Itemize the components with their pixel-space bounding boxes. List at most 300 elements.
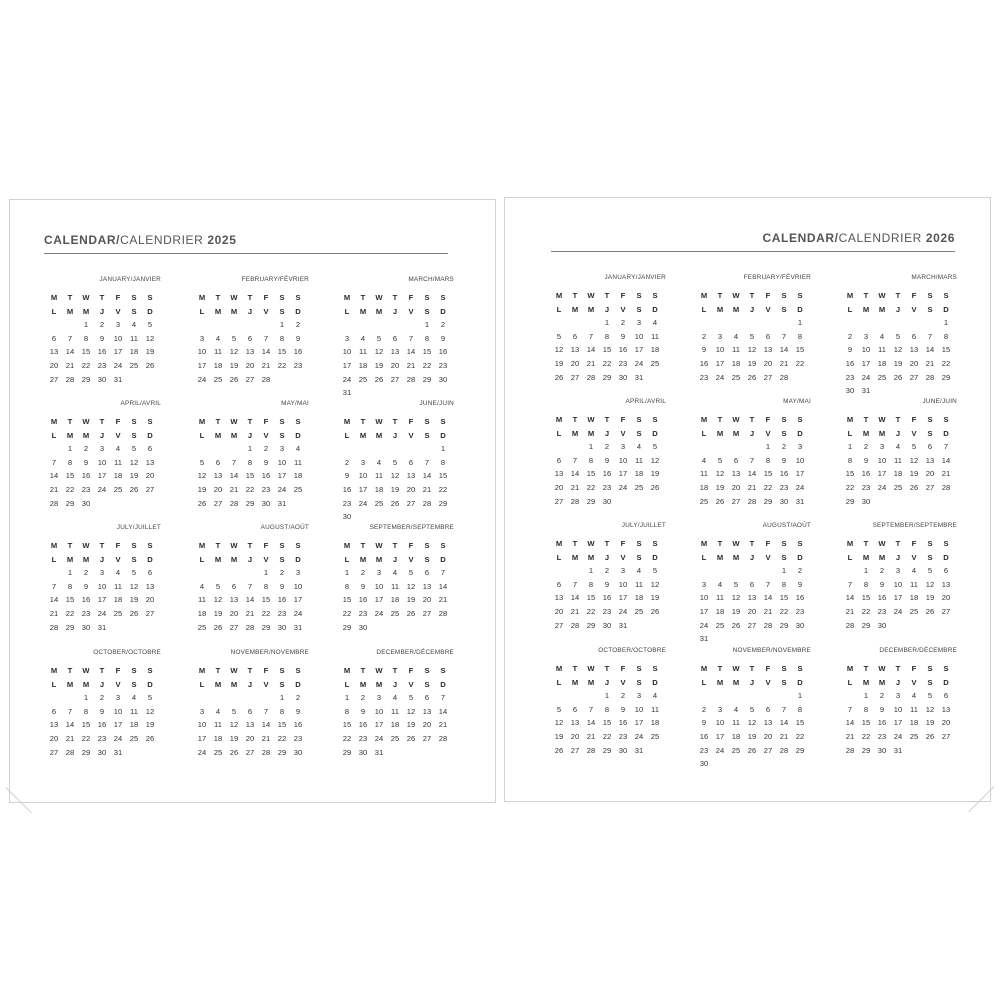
weekday-label-fr: D — [147, 554, 153, 564]
weekday-label-en: S — [147, 417, 153, 426]
day-cell: 26 — [406, 609, 416, 618]
day-cell: 3 — [344, 333, 350, 343]
weekday-label-fr: J — [895, 677, 901, 687]
day-cell: 9 — [295, 706, 301, 716]
day-cell: 10 — [374, 706, 384, 716]
weekday-label-en: S — [797, 415, 803, 424]
day-cell: 29 — [342, 747, 352, 757]
day-cell: 22 — [342, 734, 352, 743]
day-cell: 16 — [861, 469, 871, 479]
day-cell: 13 — [245, 720, 255, 730]
day-cell: 11 — [114, 581, 122, 591]
day-cell: 4 — [360, 333, 366, 343]
weekday-label-fr: L — [701, 552, 707, 562]
day-cell: 20 — [763, 359, 773, 368]
day-cell: 28 — [406, 374, 416, 384]
day-cell: 3 — [717, 331, 723, 341]
day-cell: 18 — [374, 485, 384, 494]
day-cell: 22 — [586, 607, 596, 616]
day-cell: 29 — [65, 498, 75, 508]
month-name: JANUARY/JANVIER — [99, 276, 161, 283]
day-cell: 8 — [83, 333, 89, 343]
day-cell: 1 — [863, 566, 869, 576]
weekday-label-en: S — [943, 291, 949, 300]
weekday-label-fr: D — [440, 679, 446, 689]
day-cell: 12 — [747, 718, 757, 728]
day-cell: 25 — [731, 745, 741, 755]
day-cell: 23 — [699, 745, 709, 755]
day-cell: 7 — [588, 704, 594, 714]
day-cell: 13 — [554, 469, 564, 479]
weekday-label-en: M — [50, 417, 58, 426]
weekday-label-en: W — [230, 293, 238, 302]
day-cell: 5 — [733, 579, 739, 589]
day-cell: 6 — [927, 442, 933, 452]
weekday-label-fr: V — [263, 306, 269, 316]
weekday-label-en: M — [700, 539, 708, 548]
weekday-label-en: T — [717, 539, 723, 548]
day-cell: 8 — [424, 333, 430, 343]
day-cell: 19 — [129, 595, 139, 605]
day-cell: 7 — [231, 457, 237, 467]
day-cell: 11 — [651, 331, 659, 341]
day-cell: 20 — [554, 483, 564, 492]
month-name: JANUARY/JANVIER — [604, 274, 666, 281]
day-cell: 21 — [779, 359, 789, 368]
day-cell: 20 — [941, 593, 951, 603]
day-cell: 13 — [422, 706, 432, 716]
day-cell: 17 — [877, 469, 887, 479]
day-cell: 28 — [49, 622, 59, 632]
day-cell: 18 — [650, 345, 660, 355]
day-cell: 24 — [113, 361, 123, 370]
weekday-label-en: T — [392, 541, 398, 550]
day-cell: 6 — [51, 333, 57, 343]
day-cell: 13 — [763, 345, 773, 355]
weekday-label-fr: M — [375, 554, 383, 564]
weekday-label-fr: S — [927, 428, 933, 438]
day-cell: 18 — [650, 718, 660, 728]
day-cell: 26 — [229, 374, 239, 384]
day-cell: 28 — [763, 620, 773, 630]
weekday-label-en: T — [863, 664, 869, 673]
day-cell: 14 — [586, 718, 596, 728]
weekday-label-fr: M — [571, 677, 579, 687]
day-cell: 1 — [604, 691, 610, 701]
day-cell: 20 — [422, 595, 432, 605]
day-cell: 26 — [650, 483, 660, 492]
day-cell: 1 — [588, 442, 594, 452]
day-cell: 9 — [360, 581, 366, 591]
weekday-label-fr: L — [199, 306, 205, 316]
weekday-label-fr: M — [359, 554, 367, 564]
day-cell: 27 — [941, 607, 951, 616]
weekday-label-fr: J — [99, 554, 105, 564]
day-cell: 3 — [879, 442, 885, 452]
day-cell: 19 — [213, 609, 223, 618]
day-cell: 28 — [747, 496, 757, 506]
day-cell: 3 — [895, 691, 901, 701]
day-cell: 17 — [634, 718, 644, 728]
day-cell: 24 — [795, 483, 805, 492]
day-cell: 5 — [652, 442, 658, 452]
day-cell: 15 — [861, 593, 871, 603]
day-cell: 8 — [943, 331, 949, 341]
day-cell: 11 — [878, 345, 886, 355]
day-cell: 17 — [893, 718, 903, 728]
day-cell: 14 — [570, 469, 580, 479]
day-cell: 14 — [845, 593, 855, 603]
weekday-label-fr: L — [199, 679, 205, 689]
weekday-label-fr: L — [556, 304, 562, 314]
day-cell: 14 — [261, 347, 271, 357]
weekday-label-fr: M — [230, 306, 238, 316]
weekday-label-fr: M — [878, 428, 886, 438]
day-cell: 28 — [845, 620, 855, 630]
day-cell: 5 — [376, 333, 382, 343]
day-cell: 3 — [895, 566, 901, 576]
day-cell: 17 — [795, 469, 805, 479]
day-cell: 6 — [556, 455, 562, 465]
weekday-label-fr: M — [359, 306, 367, 316]
day-cell: 13 — [941, 704, 951, 714]
weekday-label-fr: J — [895, 428, 901, 438]
day-cell: 18 — [390, 595, 400, 605]
day-cell: 9 — [83, 457, 89, 467]
day-cell: 3 — [376, 568, 382, 578]
day-cell: 14 — [245, 595, 255, 605]
weekday-label-en: S — [652, 664, 658, 673]
weekday-label-fr: M — [862, 677, 870, 687]
weekday-label-en: M — [846, 539, 854, 548]
day-cell: 16 — [602, 593, 612, 603]
weekday-label-en: S — [781, 415, 787, 424]
day-cell: 16 — [877, 593, 887, 603]
day-cell: 19 — [197, 485, 207, 494]
weekday-label-fr: M — [571, 428, 579, 438]
day-cell: 11 — [635, 455, 643, 465]
weekday-label-en: T — [215, 417, 221, 426]
weekday-label-en: S — [943, 415, 949, 424]
weekday-label-en: T — [99, 417, 105, 426]
month-name: SEPTEMBER/SEPTEMBRE — [872, 522, 957, 529]
day-cell: 8 — [588, 455, 594, 465]
month-name: JULY/JUILLET — [621, 522, 666, 529]
weekday-label-fr: V — [408, 679, 414, 689]
weekday-label-fr: D — [652, 677, 658, 687]
weekday-label-en: T — [572, 291, 578, 300]
weekday-label-fr: L — [51, 306, 57, 316]
day-cell: 15 — [586, 469, 596, 479]
weekday-label-fr: J — [247, 306, 253, 316]
day-cell: 5 — [147, 693, 153, 703]
calendar-page-2025 — [9, 199, 496, 803]
day-cell: 15 — [602, 345, 612, 355]
day-cell: 20 — [245, 734, 255, 743]
day-cell: 22 — [586, 483, 596, 492]
weekday-label-fr: L — [51, 679, 57, 689]
day-cell: 8 — [863, 579, 869, 589]
month-name: MAY/MAI — [281, 400, 309, 407]
weekday-label-en: W — [587, 539, 595, 548]
day-cell: 5 — [717, 455, 723, 465]
weekday-label-fr: J — [392, 679, 398, 689]
weekday-label-fr: D — [147, 430, 153, 440]
day-cell: 27 — [145, 485, 155, 494]
day-cell: 11 — [198, 595, 206, 605]
day-cell: 25 — [129, 734, 139, 743]
weekday-label-en: S — [440, 417, 446, 426]
weekday-label-fr: J — [749, 428, 755, 438]
weekday-label-fr: L — [701, 304, 707, 314]
weekday-label-en: F — [620, 539, 626, 548]
weekday-label-fr: V — [911, 677, 917, 687]
day-cell: 18 — [197, 609, 207, 618]
day-cell: 16 — [699, 732, 709, 741]
day-cell: 18 — [358, 361, 368, 370]
day-cell: 27 — [145, 609, 155, 618]
weekday-label-en: S — [424, 666, 430, 675]
day-cell: 22 — [277, 361, 287, 370]
day-cell: 1 — [440, 444, 446, 454]
weekday-label-fr: S — [424, 554, 430, 564]
day-cell: 1 — [424, 320, 430, 330]
weekday-label-fr: V — [620, 428, 626, 438]
day-cell: 21 — [925, 359, 935, 368]
weekday-label-en: S — [295, 666, 301, 675]
month-name: DECEMBER/DÉCEMBRE — [376, 649, 454, 656]
weekday-label-en: W — [732, 664, 740, 673]
day-cell: 10 — [893, 579, 903, 589]
day-cell: 7 — [781, 704, 787, 714]
day-cell: 8 — [279, 333, 285, 343]
day-cell: 5 — [895, 331, 901, 341]
day-cell: 4 — [652, 318, 658, 328]
weekday-label-fr: M — [587, 552, 595, 562]
day-cell: 3 — [295, 568, 301, 578]
weekday-label-fr: M — [732, 304, 740, 314]
weekday-label-fr: L — [847, 428, 853, 438]
weekday-label-en: M — [50, 541, 58, 550]
weekday-label-fr: M — [732, 552, 740, 562]
day-cell: 9 — [879, 579, 885, 589]
day-cell: 31 — [893, 745, 903, 755]
day-cell: 11 — [910, 704, 918, 714]
weekday-label-en: W — [587, 415, 595, 424]
day-cell: 2 — [701, 704, 707, 714]
day-cell: 4 — [131, 693, 137, 703]
day-cell: 10 — [374, 581, 384, 591]
day-cell: 17 — [97, 595, 107, 605]
weekday-label-fr: D — [147, 306, 153, 316]
weekday-label-en: S — [797, 664, 803, 673]
weekday-label-fr: M — [82, 430, 90, 440]
day-cell: 31 — [634, 372, 644, 382]
day-cell: 19 — [893, 359, 903, 368]
weekday-label-fr: D — [440, 306, 446, 316]
weekday-label-fr: M — [82, 679, 90, 689]
day-cell: 5 — [131, 444, 137, 454]
day-cell: 21 — [763, 607, 773, 616]
weekday-label-en: T — [604, 291, 610, 300]
day-cell: 30 — [602, 620, 612, 630]
day-cell: 15 — [65, 471, 75, 481]
day-cell: 1 — [344, 693, 350, 703]
day-cell: 12 — [715, 469, 725, 479]
day-cell: 20 — [554, 607, 564, 616]
day-cell: 16 — [342, 485, 352, 494]
day-cell: 20 — [145, 595, 155, 605]
day-cell: 3 — [863, 331, 869, 341]
day-cell: 23 — [795, 607, 805, 616]
day-cell: 21 — [586, 732, 596, 741]
day-cell: 11 — [130, 333, 138, 343]
weekday-label-fr: M — [732, 428, 740, 438]
day-cell: 30 — [861, 496, 871, 506]
day-cell: 21 — [406, 361, 416, 370]
day-cell: 23 — [342, 498, 352, 508]
day-cell: 12 — [554, 345, 564, 355]
day-cell: 24 — [618, 483, 628, 492]
day-cell: 4 — [115, 444, 121, 454]
day-cell: 22 — [422, 361, 432, 370]
weekday-label-fr: M — [862, 304, 870, 314]
weekday-label-en: W — [732, 539, 740, 548]
weekday-label-en: T — [749, 415, 755, 424]
day-cell: 14 — [845, 718, 855, 728]
day-cell: 15 — [81, 720, 91, 730]
day-cell: 1 — [279, 320, 285, 330]
day-cell: 10 — [277, 457, 287, 467]
weekday-label-en: T — [895, 415, 901, 424]
day-cell: 21 — [65, 734, 75, 743]
day-cell: 20 — [731, 483, 741, 492]
weekday-label-en: T — [360, 666, 366, 675]
weekday-label-en: M — [846, 415, 854, 424]
weekday-label-en: S — [440, 666, 446, 675]
day-cell: 25 — [634, 607, 644, 616]
month-name: NOVEMBER/NOVEMBRE — [230, 649, 309, 656]
day-cell: 13 — [763, 718, 773, 728]
day-cell: 5 — [652, 566, 658, 576]
day-cell: 6 — [572, 331, 578, 341]
day-cell: 26 — [731, 620, 741, 630]
weekday-label-en: F — [115, 541, 121, 550]
day-cell: 24 — [197, 374, 207, 384]
weekday-label-en: T — [392, 417, 398, 426]
day-cell: 26 — [554, 372, 564, 382]
weekday-label-en: W — [230, 541, 238, 550]
weekday-label-fr: M — [571, 552, 579, 562]
weekday-label-en: S — [781, 539, 787, 548]
day-cell: 18 — [731, 732, 741, 741]
weekday-label-fr: V — [408, 554, 414, 564]
day-cell: 5 — [556, 331, 562, 341]
day-cell: 22 — [795, 359, 805, 368]
day-cell: 15 — [65, 595, 75, 605]
day-cell: 30 — [277, 622, 287, 632]
day-cell: 29 — [438, 498, 448, 508]
weekday-label-en: W — [587, 664, 595, 673]
day-cell: 3 — [99, 444, 105, 454]
month-name: DECEMBER/DÉCEMBRE — [879, 647, 957, 654]
weekday-label-fr: J — [604, 304, 610, 314]
day-cell: 23 — [261, 485, 271, 494]
day-cell: 25 — [113, 609, 123, 618]
day-cell: 30 — [97, 747, 107, 757]
weekday-label-en: S — [424, 541, 430, 550]
weekday-label-en: F — [620, 291, 626, 300]
day-cell: 21 — [845, 607, 855, 616]
day-cell: 24 — [715, 372, 725, 382]
weekday-label-fr: J — [99, 306, 105, 316]
weekday-label-fr: V — [765, 428, 771, 438]
day-cell: 18 — [699, 483, 709, 492]
day-cell: 29 — [795, 745, 805, 755]
weekday-label-en: S — [147, 541, 153, 550]
day-cell: 14 — [779, 718, 789, 728]
day-cell: 7 — [847, 704, 853, 714]
day-cell: 23 — [358, 609, 368, 618]
day-cell: 31 — [113, 374, 123, 384]
weekday-label-en: W — [82, 666, 90, 675]
day-cell: 16 — [277, 595, 287, 605]
day-cell: 26 — [145, 361, 155, 370]
day-cell: 20 — [245, 361, 255, 370]
day-cell: 14 — [229, 471, 239, 481]
day-cell: 14 — [49, 471, 59, 481]
day-cell: 30 — [779, 496, 789, 506]
day-cell: 16 — [97, 720, 107, 730]
day-cell: 1 — [247, 444, 253, 454]
day-cell: 13 — [406, 471, 416, 481]
weekday-label-en: S — [440, 541, 446, 550]
day-cell: 10 — [715, 345, 725, 355]
day-cell: 18 — [893, 469, 903, 479]
weekday-label-en: M — [198, 293, 206, 302]
day-cell: 28 — [261, 374, 271, 384]
day-cell: 11 — [294, 457, 302, 467]
day-cell: 13 — [554, 593, 564, 603]
day-cell: 10 — [618, 455, 628, 465]
day-cell: 10 — [634, 704, 644, 714]
day-cell: 18 — [129, 720, 139, 730]
day-cell: 18 — [909, 718, 919, 728]
weekday-label-fr: V — [408, 430, 414, 440]
day-cell: 6 — [765, 331, 771, 341]
weekday-label-en: T — [392, 666, 398, 675]
day-cell: 15 — [861, 718, 871, 728]
day-cell: 29 — [342, 622, 352, 632]
day-cell: 15 — [438, 471, 448, 481]
day-cell: 12 — [406, 706, 416, 716]
weekday-label-fr: L — [701, 677, 707, 687]
day-cell: 25 — [358, 374, 368, 384]
day-cell: 6 — [424, 568, 430, 578]
day-cell: 17 — [293, 595, 303, 605]
weekday-label-fr: V — [620, 677, 626, 687]
weekday-label-en: F — [115, 293, 121, 302]
day-cell: 1 — [797, 318, 803, 328]
day-cell: 7 — [781, 331, 787, 341]
day-cell: 26 — [213, 622, 223, 632]
weekday-label-en: T — [360, 417, 366, 426]
weekday-label-en: F — [263, 541, 269, 550]
day-cell: 1 — [847, 442, 853, 452]
weekday-label-fr: D — [797, 552, 803, 562]
day-cell: 21 — [422, 485, 432, 494]
day-cell: 1 — [781, 566, 787, 576]
